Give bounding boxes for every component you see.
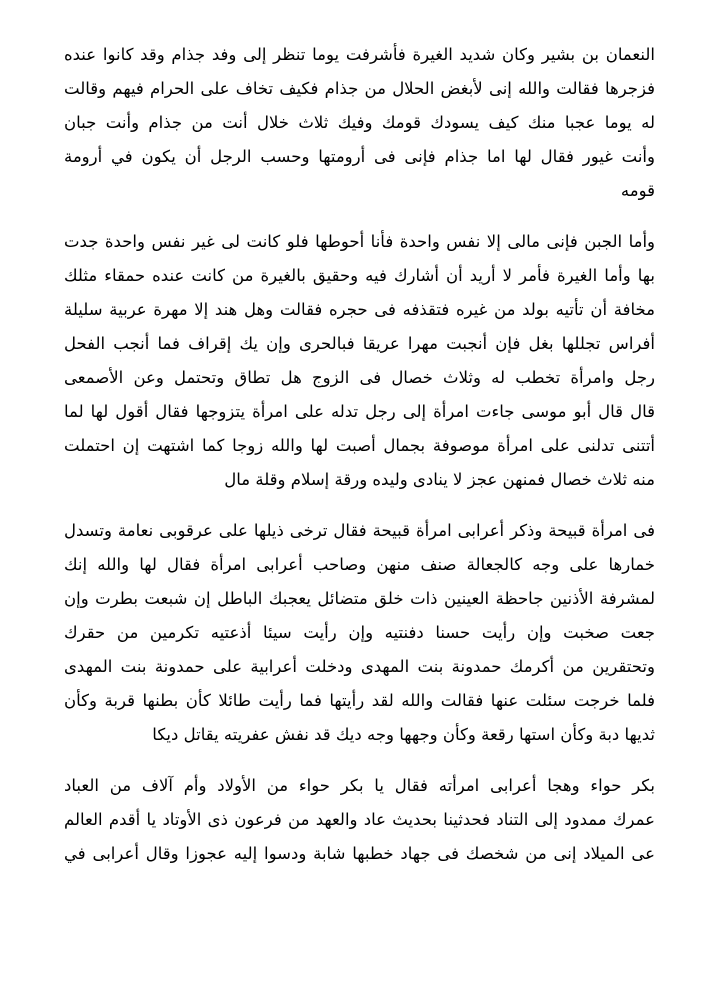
text-line: لمشرفة الأذنين جاحظة العينين ذات خلق متضائل يعجبك الباطل إن شبعت بطرت وإن [64, 589, 655, 608]
text-line: ثديها دبة وكأن استها رقعة وكأن وجهها وجه ديك قد نفش عفريته يقاتل ديكا [152, 725, 655, 744]
text-line: بكر حواء وهجا أعرابى امرأته فقال يا بكر حواء من الأولاد وأم آلاف من العباد [64, 776, 655, 795]
text-line: منه ثلاث خصال فمنهن عجز لا ينادى وليده ورقة إسلام وقلة مال [224, 470, 655, 489]
text-line: له يوما عجبا منك كيف يسودك قومك وفيك ثلاث خلال أنت من جذام وأنت جبان [64, 113, 655, 132]
text-line: قومه [620, 181, 655, 200]
text-line: النعمان بن بشير وكان شديد الغيرة فأشرفت يوما تنظر إلى وفد جذام وقد كانوا عنده [64, 45, 655, 64]
text-line: خمارها على وجه كالجعالة صنف منهن وصاحب أعرابى امرأة فقال لها والله إنك [64, 555, 655, 574]
text-line: قال قال أبو موسى جاءت امرأة إلى رجل تدله على امرأة يتزوجها فقال أقول لها لما [64, 402, 655, 421]
text-line: فى امرأة قبيحة وذكر أعرابى امرأة قبيحة فقال ترخى ذيلها على عرقوبى نعامة وتسدل [64, 521, 655, 540]
text-line: رجل وامرأة تخطب له وثلاث خصال فى الزوج هل تطاق وتحتمل وعن الأصمعى [64, 368, 655, 387]
text-line: فلما خرجت سئلت عنها فقالت والله لقد رأيتها فما رأيت طائلا كأن بطنها قربة وكأن [64, 691, 655, 710]
text-line: وأنت غيور فقال لها اما جذام فإنى فى أرومتها وحسب الرجل أن يكون في أرومة [64, 147, 655, 166]
text-line: أفراس تجللها بغل فإن أنجبت مهرا عريقا فبالحرى وإن يك إقراف فما أنجب الفحل [64, 334, 655, 353]
text-line: عى الميلاد إنى من شخصك فى جهاد خطبها شابة ودسوا إليه عجوزا وقال أعرابى في [64, 844, 655, 863]
text-line: جعت صخبت وإن رأيت حسنا دفنتيه وإن رأيت سيئا أذعتيه تكرمين من حقرك [64, 623, 655, 642]
text-line: وتحتقرين من أكرمك حمدونة بنت المهدى ودخلت أعرابية على حمدونة بنت المهدى [64, 657, 655, 676]
text-line: بها وأما الغيرة فأمر لا أريد أن أشارك فيه وحقيق بالغيرة من كانت عنده حمقاء مثلك [64, 266, 655, 285]
text-line: وأما الجبن فإنى مالى إلا نفس واحدة فأنا أحوطها فلو كانت لى غير نفس واحدة جدت [64, 232, 655, 251]
text-line: فزجرها فقالت والله إنى لأبغض الحلال من جذام فكيف تخاف على الحرام فيهم وقالت [64, 79, 655, 98]
text-line: أتتنى تدلنى على امرأة موصوفة بجمال أصبت لها والله زوجا كما اشتهت إن احتملت [64, 436, 655, 455]
text-line: عمرك ممدود إلى التناد فحدثينا بحديث عاد والعهد من فرعون ذى الأوتاد يا أقدم العالم [64, 810, 655, 829]
text-line: مخافة أن تأتيه بولد من غيره فتقذفه فى حجره فقالت وهل هند إلا مهرة عربية سليلة [64, 300, 655, 319]
